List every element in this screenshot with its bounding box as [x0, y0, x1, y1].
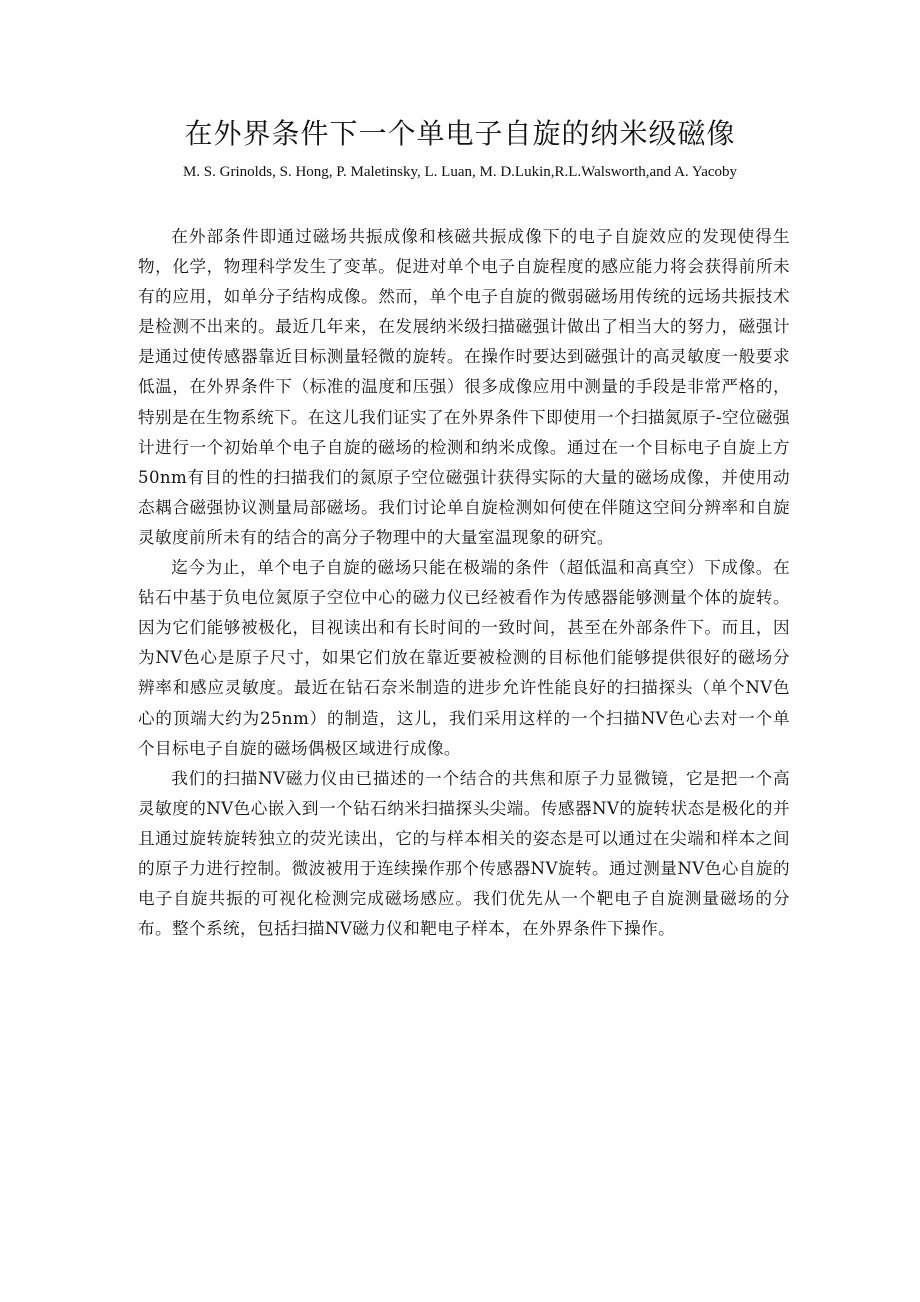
author-list: M. S. Grinolds, S. Hong, P. Maletinsky, L. Luan, M. D.Lukin,R.L.Walsworth,and A. Yacoby — [182, 164, 738, 180]
document-title: 在外界条件下一个单电子自旋的纳米级磁像 — [184, 117, 736, 150]
paragraph-1: 在外部条件即通过磁场共振成像和核磁共振成像下的电子自旋效应的发现使得生物，化学，物理科学发生了变革。促进对单个电子自旋程度的感应能力将会获得前所未有的应用，如单分子结构成像。然而，单个电子自旋的微弱磁场用传统的远场共振技术是检测不出来的。最近几年来，在发展纳米级扫描磁强计做出了相当大的努力，磁强计是通过使传感器靠近目标测量轻微的旋转。在操作时要达到磁强计的高灵敏度一般要求低温，在外界条件下（标准的温度和压强）很多成像应用中测量的手段是非常严格的，特别是在生物系统下。在这儿我们证实了在外界条件下即使用一个扫描氮原子-空位磁强计进行一个初始单个电子自旋的磁场的检测和纳米成像。通过在一个目标电子自旋上方50nm有目的性的扫描我们的氮原子空位磁强计获得实际的大量的磁场成像，并使用动态耦合磁强协议测量局部磁场。我们讨论单自旋检测如何使在伴随这空间分辨率和自旋灵敏度前所未有的结合的高分子物理中的大量室温现象的研究。 — [138, 227, 790, 547]
paragraph-2: 迄今为止，单个电子自旋的磁场只能在极端的条件（超低温和高真空）下成像。在钻石中基于负电位氮原子空位中心的磁力仪已经被看作为传感器能够测量个体的旋转。因为它们能够被极化，目视读出和有长时间的一致时间，甚至在外部条件下。而且，因为NV色心是原子尺寸，如果它们放在靠近要被检测的目标他们能够提供很好的磁场分辨率和感应灵敏度。最近在钻石奈米制造的进步允许性能良好的扫描探头（单个NV色心的顶端大约为25nm）的制造，这儿，我们采用这样的一个扫描NV色心去对一个单个目标电子自旋的磁场偶极区域进行成像。 — [138, 558, 790, 758]
document-body — [138, 222, 790, 944]
paragraph-3: 我们的扫描NV磁力仪由已描述的一个结合的共焦和原子力显微镜，它是把一个高灵敏度的NV色心嵌入到一个钻石纳米扫描探头尖端。传感器NV的旋转状态是极化的并且通过旋转旋转独立的荧光读出，它的与样本相关的姿态是可以通过在尖端和样本之间的原子力进行控制。微波被用于连续操作那个传感器NV旋转。通过测量NV色心自旋的电子自旋共振的可视化检测完成磁场感应。我们优先从一个靶电子自旋测量磁场的分布。整个系统，包括扫描NV磁力仪和靶电子样本，在外界条件下操作。 — [138, 768, 790, 939]
